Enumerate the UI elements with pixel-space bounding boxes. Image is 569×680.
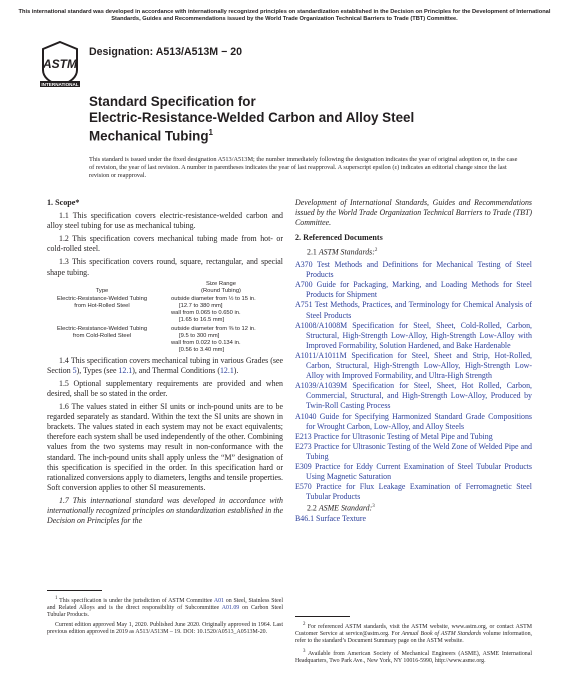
reference-item: A1039/A1039M Specification for Steel, Sheet, Hot Rolled, Carbon, Commercial, Structural, and High-Strength Low-Alloy, Produced by Twin-Roll Casting Process <box>295 381 532 411</box>
page-title <box>89 94 489 144</box>
reference-item: A751 Test Methods, Practices, and Terminology for Chemical Analysis of Steel Products <box>295 300 532 320</box>
table-row-1-range: outside diameter from ½ to 15 in. [12.7 to 380 mm] wall from 0.065 to 0.650 in. [1.65 to 16.5 mm] <box>171 295 256 323</box>
left-column <box>47 198 283 526</box>
designation: Designation: A513/A513M − 20 <box>89 46 242 58</box>
astm-reference-list <box>295 260 532 502</box>
reference-code-link[interactable]: E213 <box>295 431 312 441</box>
table-row-1-type: Electric-Resistance-Welded Tubing from Hot-Rolled Steel <box>56 295 148 309</box>
reference-code-link[interactable]: A700 <box>295 280 313 290</box>
footnote-divider-right <box>295 616 350 617</box>
link-section-5[interactable]: 5 <box>72 365 77 375</box>
tbt-notice: This international standard was developed in accordance with internationally recognized principles on standardization established in the Decision on Principles for the Development of International Standards, Guides and Recommendations issued by the World Trade Organization Technical Barriers to Trade (TBT) Committee. <box>18 9 551 23</box>
reference-code-link[interactable]: A1040 <box>295 411 317 421</box>
reference-code-link[interactable]: E309 <box>295 461 312 471</box>
link-a01[interactable]: A01 <box>213 597 225 604</box>
reference-code-link[interactable]: A370 <box>295 260 313 270</box>
reference-code-link[interactable]: A1039/A1039M <box>295 381 348 391</box>
table-row-2-range: outside diameter from ⅜ to 12 in. [9.5 to 300 mm] wall from 0.022 to 0.134 in. [0.56 to 3.40 mm] <box>171 325 256 353</box>
reference-item: E570 Practice for Flux Leakage Examination of Ferromagnetic Steel Tubular Products <box>295 482 532 502</box>
reference-code-link[interactable]: A751 <box>295 300 313 310</box>
asme-code-link[interactable]: B46.1 <box>295 514 315 524</box>
footnote-divider <box>47 590 102 591</box>
scope-1-5: 1.5 Optional supplementary requirements are provided and when desired, shall be so stated in the order. <box>47 378 283 398</box>
astm-standards-subheading: 2.1 ASTM Standards:$^2$ <box>307 248 378 257</box>
scope-1-7-continued: Development of International Standards, Guides and Recommendations issued by the World Trade Organization Technical Barriers to Trade (TBT) Committee. <box>295 198 532 228</box>
preamble: This standard is issued under the fixed designation A513/A513M; the number immediately following the designation indicates the year of original adoption or, in the case of revision, the year of last revision. A number in parentheses indicates the year of last reapproval. A superscript epsilon (ε) indicates an editorial change since the last revision or reapproval. <box>89 156 518 179</box>
link-12-1-types[interactable]: 12.1 <box>118 365 133 375</box>
scope-1-3: 1.3 This specification covers round, square, rectangular, and special shape tubing. <box>47 257 283 277</box>
title-line-2: Electric-Resistance-Welded Carbon and Alloy Steel <box>89 109 415 125</box>
logo-label: INTERNATIONAL <box>41 82 79 87</box>
reference-item: A700 Guide for Packaging, Marking, and Loading Methods for Steel Products for Shipment <box>295 280 532 300</box>
size-range-table <box>47 281 283 391</box>
astm-logo-icon <box>40 40 80 90</box>
footnotes-left <box>47 590 283 638</box>
reference-item: A1008/A1008M Specification for Steel, Sheet, Cold-Rolled, Carbon, Structural, High-Strength Low-Alloy, High-Strength Low-Alloy with Improved Formability, Solution Hardened, and Bake Hardenable <box>295 320 532 350</box>
reference-item: A370 Test Methods and Definitions for Mechanical Testing of Steel Products <box>295 260 532 280</box>
scope-1-2: 1.2 This specification covers mechanical tubing made from hot- or cold-rolled steel. <box>47 234 283 254</box>
asme-reference-item: B46.1 Surface Texture <box>295 514 366 524</box>
scope-1-1: 1.1 This specification covers electric-resistance-welded carbon and alloy steel tubing for use as mechanical tubing. <box>47 211 283 231</box>
footnote-1: $^1$ This specification is under the jurisdiction of ASTM Committee A01 on Steel, Stainless Steel and Related Alloys and is the direct responsibility of Subcommittee A01.09 on Carbon Steel Tubular Products. <box>47 596 283 619</box>
asme-standard-subheading: 2.2 ASME Standard:$^3$ <box>307 503 375 513</box>
reference-item: E309 Practice for Eddy Current Examination of Steel Tubular Products Using Magnetic Saturation <box>295 461 532 482</box>
footnotes-right <box>295 616 532 667</box>
title-line-1: Standard Specification for <box>89 94 256 109</box>
reference-code-link[interactable]: E273 <box>295 441 312 451</box>
reference-item: A1011/A1011M Specification for Steel, Sheet and Strip, Hot-Rolled, Carbon, Structural, High-Strength Low-Alloy, High-Strength Low-Alloy with Improved Formability, and Ultra-High Strength <box>295 350 532 381</box>
scope-1-7: 1.7 This international standard was developed in accordance with internationally recognized principles on standardization established in the Decision on Principles for the <box>47 495 283 526</box>
reference-item: E273 Practice for Ultrasonic Testing of the Weld Zone of Welded Pipe and Tubing <box>295 441 532 461</box>
svg-text:ASTM: ASTM <box>43 57 77 71</box>
scope-heading: 1. Scope* <box>47 198 80 207</box>
link-a01-09[interactable]: A01.09 <box>221 605 240 612</box>
link-12-1-thermal[interactable]: 12.1 <box>219 365 234 375</box>
footnote-2: $^2$ For referenced ASTM standards, visit the ASTM website, www.astm.org, or contact ASTM Customer Service at service@astm.org. For Annual Book of ASTM Standards volume information, refer to the standard’s Document Summary page on the ASTM website. <box>295 622 532 645</box>
right-column <box>295 198 532 524</box>
reference-item: A1040 Guide for Specifying Harmonized Standard Grade Compositions for Wrought Carbon, Low-Alloy, and Alloy Steels <box>295 411 532 431</box>
table-row-2-type: Electric-Resistance-Welded Tubing from Cold-Rolled Steel <box>56 325 148 339</box>
scope-1-4: 1.4 This specification covers mechanical tubing in various Grades (see Section 5), Types (see 12.1), and Thermal Conditions (12.1). <box>47 355 283 375</box>
footnote-3: $^3$ Available from American Society of Mechanical Engineers (ASME), ASME International Headquarters, Two Park Ave., New York, NY 10016-5990, http://www.asme.org. <box>295 648 532 664</box>
reference-item: E213 Practice for Ultrasonic Testing of Metal Pipe and Tubing <box>295 431 493 441</box>
title-line-3 <box>89 125 489 144</box>
footnote-1-current-edition: Current edition approved May 1, 2020. Published June 2020. Originally approved in 1964. Last previous edition approved in 2019 as A513/A513M – 19. DOI: 10.1520/A0513_A0513M-20. <box>47 621 283 635</box>
astm-logo <box>40 40 80 90</box>
reference-code-link[interactable]: A1008/A1008M <box>295 320 348 330</box>
table-header-type: Type <box>95 287 109 294</box>
title-footnote-ref: 1 <box>208 128 213 137</box>
reference-code-link[interactable]: E570 <box>295 482 312 492</box>
scope-1-6: 1.6 The values stated in either SI units or inch-pound units are to be regarded separately as standard. Within the text the SI units are shown in brackets. The values stated in each system may not be exact equivalents; therefore each system shall be used independently of the other. Combining values from the two systems may result in non-conformance with the standard. The inch-pound units shall apply unless the “M” designation of this specification is specified in the order. In this specification hard or rationalized conversions apply to diameters, lengths and tensile properties. Soft conversion applies to other SI measurements. <box>47 402 283 492</box>
referenced-documents-heading: 2. Referenced Documents <box>295 233 383 243</box>
table-header-size: Size Range (Round Tubing) <box>201 280 241 294</box>
title-line-3-text: Mechanical Tubing <box>89 128 209 144</box>
reference-code-link[interactable]: A1011/A1011M <box>295 350 347 360</box>
